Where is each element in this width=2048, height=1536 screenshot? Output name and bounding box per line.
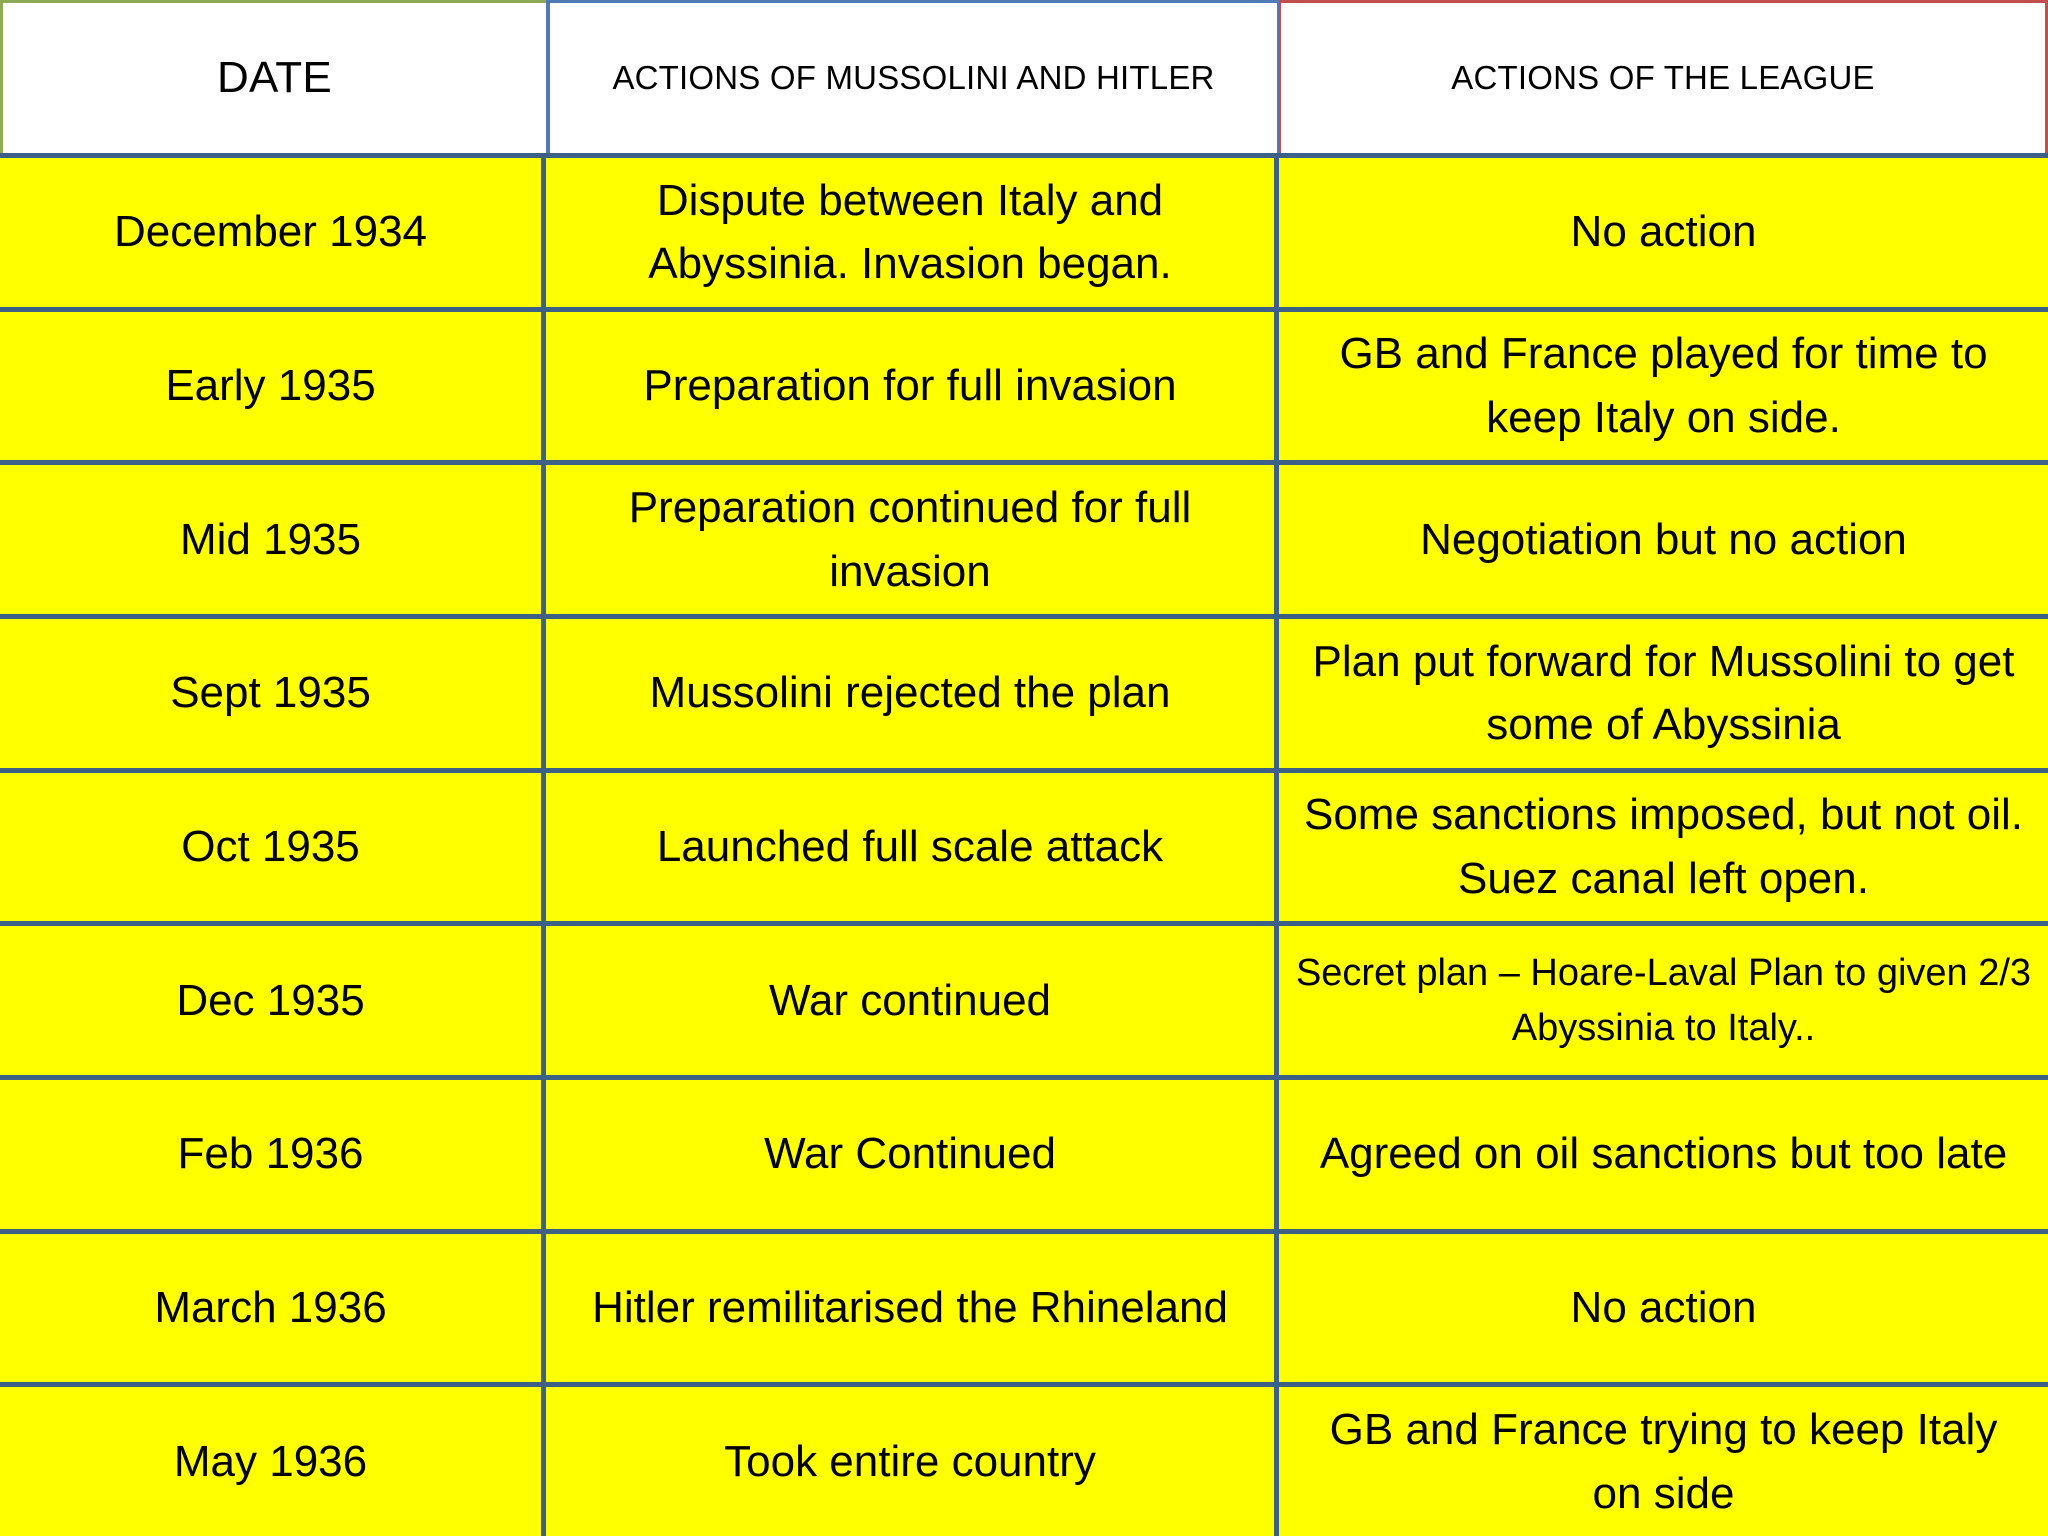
- row-dictators-action: Preparation continued for full invasion: [546, 460, 1279, 614]
- header-dictators-actions: ACTIONS OF MUSSOLINI AND HITLER: [546, 0, 1279, 153]
- row-dictators-action: War continued: [546, 921, 1279, 1075]
- row-date: Dec 1935: [0, 921, 546, 1075]
- row-dictators-action: Preparation for full invasion: [546, 307, 1279, 461]
- row-dictators-action: War Continued: [546, 1075, 1279, 1229]
- row-league-action: Negotiation but no action: [1279, 460, 2048, 614]
- row-league-action: GB and France played for time to keep Italy on side.: [1279, 307, 2048, 461]
- row-dictators-action: Took entire country: [546, 1382, 1279, 1536]
- row-league-action: Agreed on oil sanctions but too late: [1279, 1075, 2048, 1229]
- row-date: Mid 1935: [0, 460, 546, 614]
- row-date: Sept 1935: [0, 614, 546, 768]
- row-date: December 1934: [0, 153, 546, 307]
- row-league-action: No action: [1279, 153, 2048, 307]
- row-date: Oct 1935: [0, 768, 546, 922]
- row-date: May 1936: [0, 1382, 546, 1536]
- row-date: Feb 1936: [0, 1075, 546, 1229]
- row-dictators-action: Dispute between Italy and Abyssinia. Invasion began.: [546, 153, 1279, 307]
- row-league-action: GB and France trying to keep Italy on side: [1279, 1382, 2048, 1536]
- row-dictators-action: Mussolini rejected the plan: [546, 614, 1279, 768]
- row-league-action: No action: [1279, 1229, 2048, 1383]
- row-dictators-action: Hitler remilitarised the Rhineland: [546, 1229, 1279, 1383]
- row-league-action: Plan put forward for Mussolini to get some of Abyssinia: [1279, 614, 2048, 768]
- header-league-actions: ACTIONS OF THE LEAGUE: [1279, 0, 2048, 153]
- row-date: March 1936: [0, 1229, 546, 1383]
- row-date: Early 1935: [0, 307, 546, 461]
- row-dictators-action: Launched full scale attack: [546, 768, 1279, 922]
- row-league-action: Some sanctions imposed, but not oil. Suez canal left open.: [1279, 768, 2048, 922]
- header-date: DATE: [0, 0, 546, 153]
- row-league-action: Secret plan – Hoare-Laval Plan to given 2/3 Abyssinia to Italy..: [1279, 921, 2048, 1075]
